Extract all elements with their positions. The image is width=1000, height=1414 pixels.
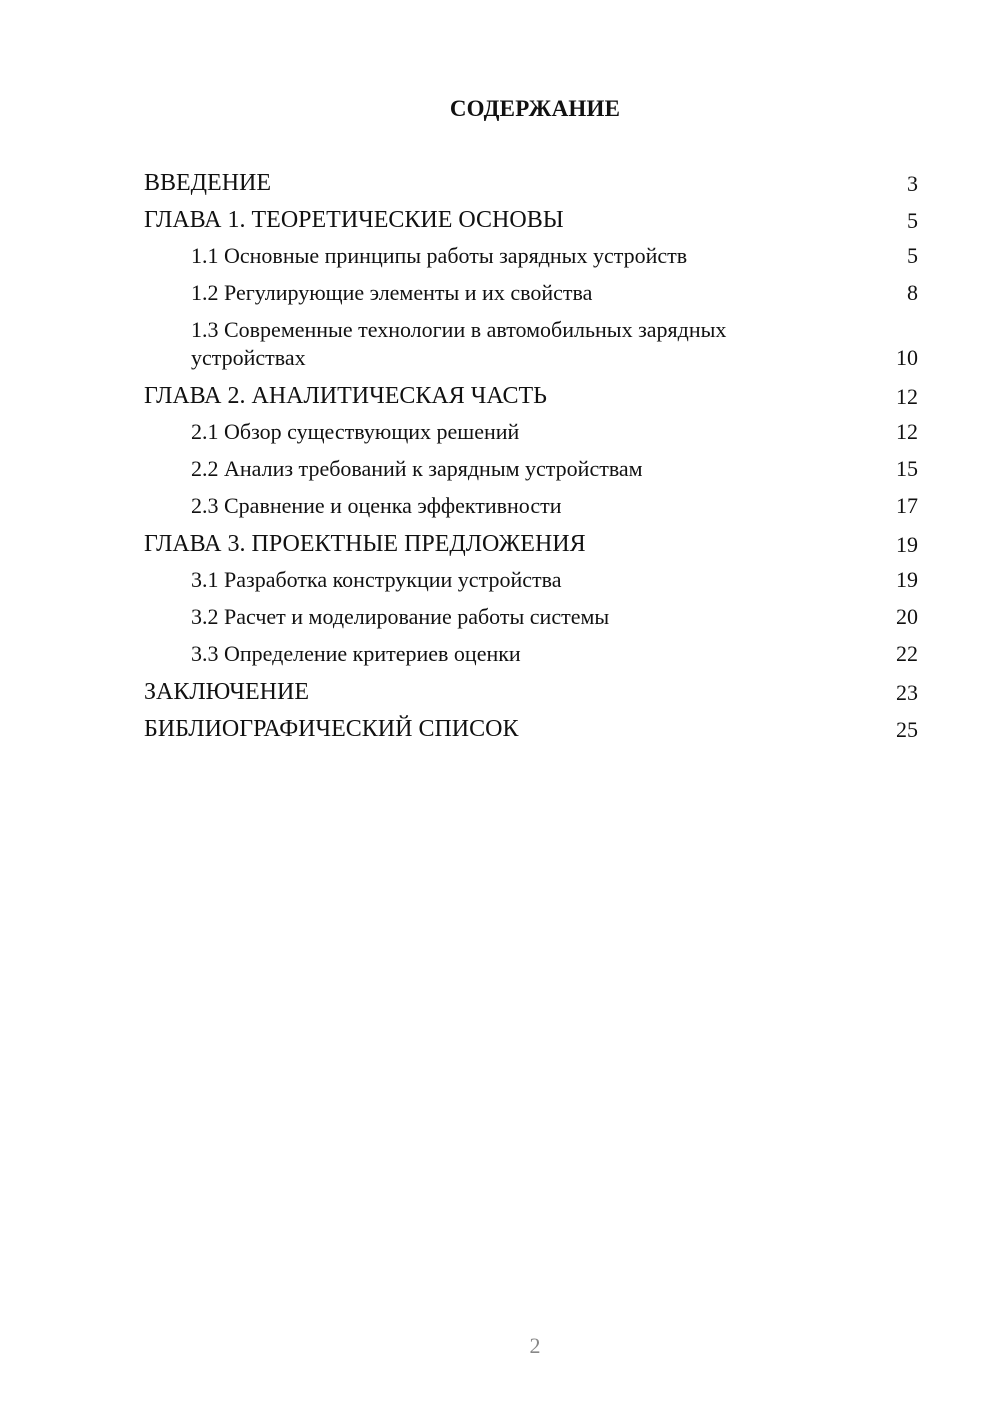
toc-entry-section-2-1[interactable] (144, 418, 918, 446)
toc-entry-page: 8 (907, 280, 918, 305)
toc-entry-section-3-3[interactable] (144, 640, 918, 668)
toc-entry-label: 3.3 Определение критериев оценки (191, 641, 521, 666)
toc-entry-section-3-1[interactable] (144, 566, 918, 594)
toc-entry-label: 2.3 Сравнение и оценка эффективности (191, 493, 562, 518)
toc-entry-page: 5 (907, 243, 918, 268)
toc-entry-page: 12 (896, 384, 918, 409)
toc-entry-label: ВВЕДЕНИЕ (144, 170, 272, 196)
toc-entry-label: 1.2 Регулирующие элементы и их свойства (191, 280, 593, 305)
toc-entry-label: 1.1 Основные принципы работы зарядных устройств (191, 243, 688, 268)
toc-entry-label: БИБЛИОГРАФИЧЕСКИЙ СПИСОК (144, 716, 519, 742)
toc-entry-page: 25 (896, 717, 918, 742)
toc-entry-page: 20 (896, 604, 918, 629)
toc-entry-chapter-2[interactable] (144, 381, 918, 411)
toc-entry-section-2-3[interactable] (144, 492, 918, 520)
toc-entry-page: 12 (896, 419, 918, 444)
toc-entry-label: 3.2 Расчет и моделирование работы системы (191, 604, 610, 629)
toc-entry-label: ЗАКЛЮЧЕНИЕ (144, 679, 309, 705)
toc-entry-label: ГЛАВА 3. ПРОЕКТНЫЕ ПРЕДЛОЖЕНИЯ (144, 531, 586, 557)
toc-entry-section-1-2[interactable] (144, 279, 918, 307)
toc-entry-page: 5 (907, 208, 918, 233)
toc-entry-label: ГЛАВА 1. ТЕОРЕТИЧЕСКИЕ ОСНОВЫ (144, 207, 564, 233)
toc-entry-page: 23 (896, 680, 918, 705)
toc-entry-page: 3 (907, 171, 918, 196)
toc-entry-page: 10 (896, 345, 918, 370)
toc-entry-label: 1.3 Современные технологии в автомобильных зарядных устройствах (191, 317, 727, 370)
toc-entry-label: 3.1 Разработка конструкции устройства (191, 567, 562, 592)
toc-entry-page: 17 (896, 493, 918, 518)
toc-entry-page: 19 (896, 567, 918, 592)
toc-entry-label: 2.2 Анализ требований к зарядным устройствам (191, 456, 643, 481)
toc-entry-section-1-1[interactable] (144, 242, 918, 270)
toc-entry-label: ГЛАВА 2. АНАЛИТИЧЕСКАЯ ЧАСТЬ (144, 383, 547, 409)
page-title: СОДЕРЖАНИЕ (449, 96, 621, 121)
toc-entry-page: 19 (896, 532, 918, 557)
toc-entry-section-2-2[interactable] (144, 455, 918, 483)
toc-entry-introduction[interactable] (144, 168, 918, 198)
toc-entry-bibliography[interactable] (144, 714, 918, 744)
toc-entry-conclusion[interactable] (144, 677, 918, 707)
toc-entry-page: 15 (896, 456, 918, 481)
toc-entry-page: 22 (896, 641, 918, 666)
toc-entry-chapter-3[interactable] (144, 529, 918, 559)
toc-entry-section-1-3[interactable] (144, 316, 918, 372)
page-number: 2 (529, 1333, 541, 1358)
toc-entry-chapter-1[interactable] (144, 205, 918, 235)
table-of-contents (144, 168, 918, 751)
toc-entry-section-3-2[interactable] (144, 603, 918, 631)
toc-entry-label: 2.1 Обзор существующих решений (191, 419, 520, 444)
